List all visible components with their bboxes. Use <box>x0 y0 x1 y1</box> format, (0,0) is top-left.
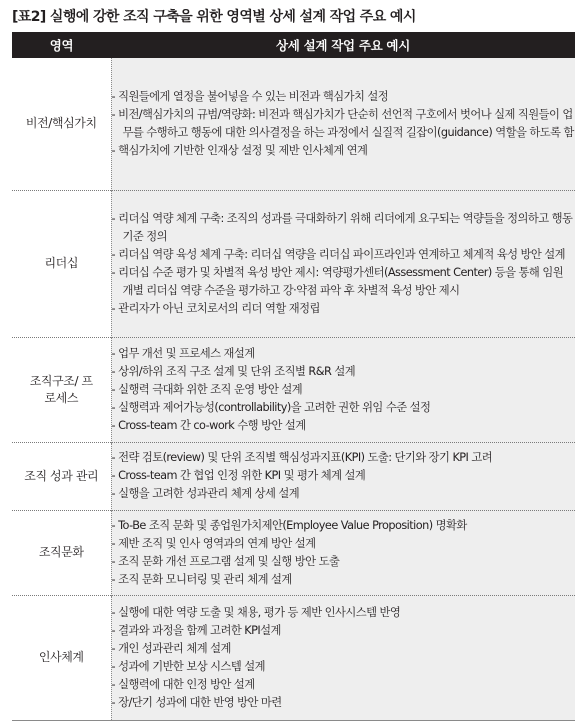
area-cell: 인사체계 <box>12 595 111 720</box>
list-item: - 장/단기 성과에 대한 반영 방안 마련 <box>112 694 576 712</box>
list-item: - 실행에 대한 역량 도출 및 채용, 평가 등 제반 인사시스템 반영 <box>112 604 576 622</box>
list-item: - 리더십 역량 체계 구축: 조직의 성과를 극대화하기 위해 리더에게 요구되는 역량들을 정의하고 행동 기준 정의 <box>112 210 576 246</box>
detail-list <box>112 449 576 503</box>
list-item: - 실행을 고려한 성과관리 체계 상세 설계 <box>112 485 576 503</box>
table-row <box>12 595 575 720</box>
design-examples-table <box>12 32 575 721</box>
area-cell: 리더십 <box>12 190 111 337</box>
detail-list <box>112 345 576 435</box>
list-item: - 핵심가치에 기반한 인재상 설정 및 제반 인사체계 연계 <box>112 142 576 160</box>
area-cell: 비전/핵심가치 <box>12 58 111 190</box>
detail-list <box>112 88 576 160</box>
list-item: - 실행력에 대한 인정 방안 설계 <box>112 676 576 694</box>
list-item: - 성과에 기반한 보상 시스템 설계 <box>112 658 576 676</box>
table-caption: [표2] 실행에 강한 조직 구축을 위한 영역별 상세 설계 작업 주요 예시 <box>12 9 416 25</box>
area-cell: 조직문화 <box>12 510 111 595</box>
list-item: - Cross-team 간 협업 인정 위한 KPI 및 평가 체계 설계 <box>112 467 576 485</box>
detail-cell <box>111 337 575 442</box>
list-item: - 관리자가 아닌 코치로서의 리더 역할 재정립 <box>112 300 576 318</box>
list-item: - Cross-team 간 co-work 수행 방안 설계 <box>112 417 576 435</box>
detail-cell <box>111 190 575 337</box>
table-row <box>12 337 575 442</box>
list-item: - 비전/핵심가치의 규범/역량화: 비전과 핵심가치가 단순히 선언적 구호에서 벗어나 실제 직원들이 업무를 수행하고 행동에 대한 의사결정을 하는 과정에서 실질적 길잡이(guidance) 역할을 하도록 함 <box>112 106 576 142</box>
list-item: - To-Be 조직 문화 및 종업원가치제안(Employee Value Proposition) 명확화 <box>112 517 576 535</box>
list-item: - 상위/하위 조직 구조 설계 및 단위 조직별 R&R 설계 <box>112 363 576 381</box>
list-item: - 조직 문화 개선 프로그램 설계 및 실행 방안 도출 <box>112 553 576 571</box>
list-item: - 개인 성과관리 체계 설계 <box>112 640 576 658</box>
detail-cell <box>111 442 575 510</box>
list-item: - 리더십 역량 육성 체계 구축: 리더십 역량을 리더십 파이프라인과 연계하고 체계적 육성 방안 설계 <box>112 246 576 264</box>
table-row <box>12 58 575 190</box>
table-row <box>12 442 575 510</box>
header-detail: 상세 설계 작업 주요 예시 <box>111 32 575 58</box>
list-item: - 리더십 수준 평가 및 차별적 육성 방안 제시: 역량평가센터(Assessment Center) 등을 통해 임원 개별 리더십 역량 수준을 평가하고 강·약점 파악 후 차별적 육성 방안 제시 <box>112 264 576 300</box>
detail-list <box>112 517 576 589</box>
table-row <box>12 190 575 337</box>
list-item: - 직원들에게 열정을 불어넣을 수 있는 비전과 핵심가치 설정 <box>112 88 576 106</box>
detail-list <box>112 604 576 712</box>
list-item: - 전략 검토(review) 및 단위 조직별 핵심성과지표(KPI) 도출: 단기와 장기 KPI 고려 <box>112 449 576 467</box>
area-cell: 조직 성과 관리 <box>12 442 111 510</box>
area-cell: 조직구조/ 프로세스 <box>12 337 111 442</box>
table-row <box>12 510 575 595</box>
list-item: - 실행력과 제어가능성(controllability)을 고려한 권한 위임 수준 설정 <box>112 399 576 417</box>
list-item: - 조직 문화 모니터링 및 관리 체계 설계 <box>112 571 576 589</box>
header-area: 영역 <box>12 32 111 58</box>
list-item: - 업무 개선 및 프로세스 재설계 <box>112 345 576 363</box>
list-item: - 실행력 극대화 위한 조직 운영 방안 설계 <box>112 381 576 399</box>
detail-list <box>112 210 576 318</box>
list-item: - 결과와 과정을 함께 고려한 KPI설계 <box>112 622 576 640</box>
detail-cell <box>111 595 575 720</box>
detail-cell <box>111 58 575 190</box>
list-item: - 제반 조직 및 인사 영역과의 연계 방안 설계 <box>112 535 576 553</box>
table-header-row <box>12 32 575 58</box>
detail-cell <box>111 510 575 595</box>
